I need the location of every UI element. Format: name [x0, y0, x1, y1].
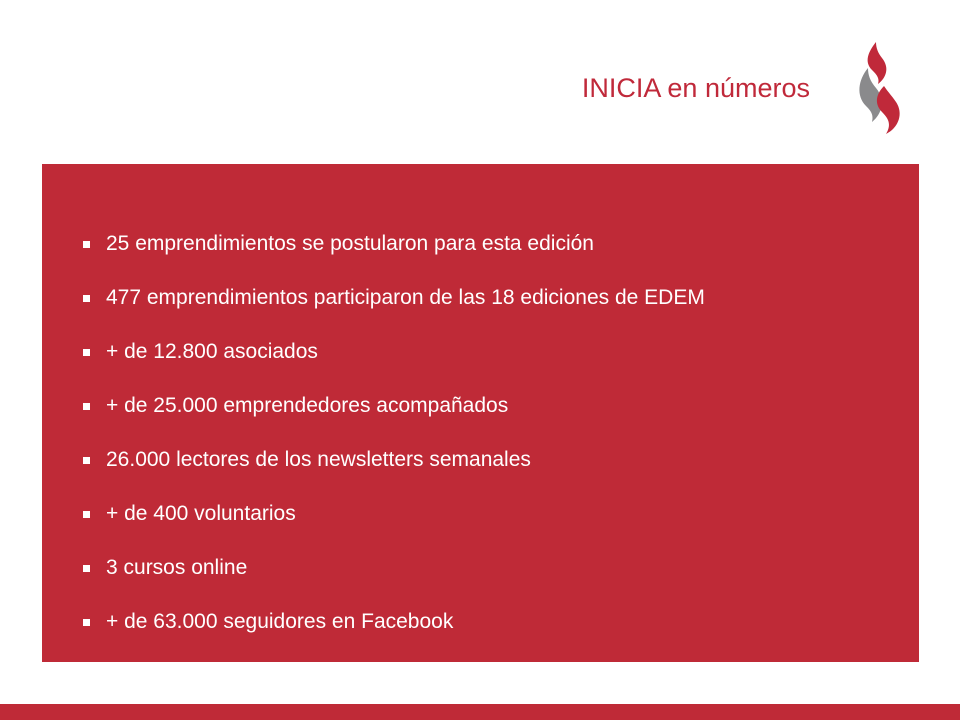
list-item-text: 3 cursos online	[106, 556, 248, 579]
list-item	[82, 325, 902, 379]
square-bullet-icon	[83, 511, 90, 518]
square-bullet-icon	[83, 619, 90, 626]
slide-title: INICIA en números	[581, 73, 810, 103]
content-panel	[42, 164, 919, 662]
flame-logo-icon	[846, 38, 906, 138]
list-item	[82, 433, 902, 487]
square-bullet-icon	[83, 403, 90, 410]
square-bullet-icon	[83, 457, 90, 464]
list-item	[82, 217, 902, 271]
square-bullet-icon	[83, 295, 90, 302]
list-item-text: + de 25.000 emprendedores acompañados	[106, 394, 509, 417]
list-item-text: 26.000 lectores de los newsletters semanales	[106, 448, 531, 471]
square-bullet-icon	[83, 349, 90, 356]
list-item-text: + de 12.800 asociados	[106, 340, 318, 363]
square-bullet-icon	[83, 565, 90, 572]
list-item	[82, 595, 902, 649]
list-item	[82, 379, 902, 433]
square-bullet-icon	[83, 241, 90, 248]
bullet-list	[82, 217, 902, 649]
list-item-text: + de 63.000 seguidores en Facebook	[106, 610, 454, 633]
list-item	[82, 271, 902, 325]
list-item	[82, 541, 902, 595]
list-item-text: + de 400 voluntarios	[106, 502, 296, 525]
footer-bar	[0, 704, 960, 720]
list-item	[82, 487, 902, 541]
list-item-text: 477 emprendimientos participaron de las 18 ediciones de EDEM	[106, 286, 705, 309]
list-item-text: 25 emprendimientos se postularon para esta edición	[106, 232, 594, 255]
